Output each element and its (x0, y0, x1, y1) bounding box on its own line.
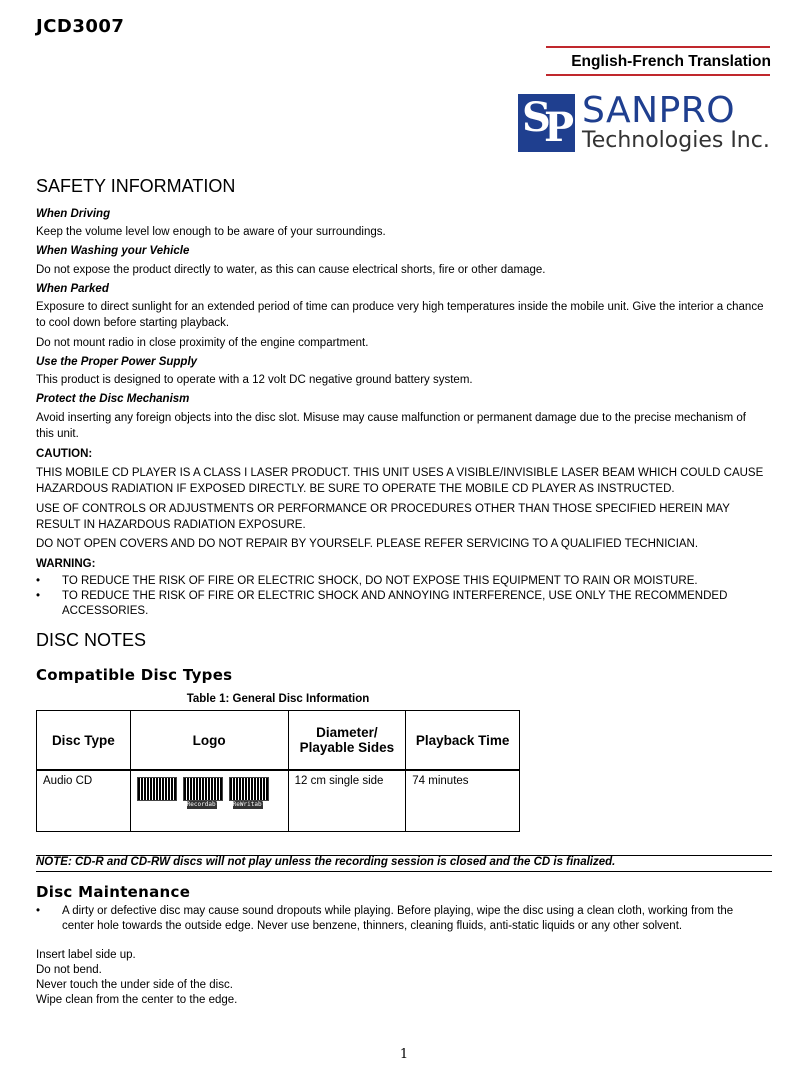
col-header-disc-type: Disc Type (37, 711, 131, 771)
power-text: This product is designed to operate with a 12 volt DC negative ground battery system. (36, 374, 473, 386)
safety-heading: SAFETY INFORMATION (36, 176, 236, 196)
sanpro-logo (518, 92, 772, 156)
cell-diameter: 12 cm single side (288, 770, 406, 832)
warning-item-2 (36, 589, 764, 619)
tip-line: Never touch the under side of the disc. (36, 979, 233, 991)
driving-heading: When Driving (36, 208, 111, 220)
caution-label: CAUTION: (36, 448, 93, 460)
disc-maintenance-heading: Disc Maintenance (36, 883, 191, 901)
table-row (37, 770, 520, 832)
warning-label: WARNING: (36, 558, 96, 570)
tip-line: Do not bend. (36, 964, 102, 976)
bullet-icon: • (36, 590, 41, 602)
tip-line: Wipe clean from the center to the edge. (36, 994, 238, 1006)
disc-mechanism-heading: Protect the Disc Mechanism (36, 393, 190, 405)
compact-disc-logo-icon (137, 777, 175, 811)
driving-text: Keep the volume level low enough to be aware of your surroundings. (36, 226, 386, 238)
logo-name: SANPRO (582, 90, 736, 131)
page-number: 1 (399, 1047, 409, 1062)
disc-notes-heading: DISC NOTES (36, 630, 147, 650)
cd-rewritable-logo-icon: ReWritable (229, 777, 267, 811)
washing-text: Do not expose the product directly to water, as this can cause electrical shorts, fire or other damage. (36, 264, 546, 276)
parked-text: Exposure to direct sunlight for an extended period of time can produce very high temperatures inside the mobile unit. Give the interior a chance to cool down before starting playback. (36, 301, 764, 329)
logo-mark (518, 94, 575, 152)
maintenance-text: A dirty or defective disc may cause sound dropouts while playing. Before playing, wipe the disc using a clean cloth, working from the center hole towards the outside edge. Never use benzene, thinners, cleaning fluids, anti-static liquids or any other solvent. (62, 905, 734, 932)
finalize-note: NOTE: CD-R and CD-RW discs will not play unless the recording session is closed and the CD is finalized. (36, 856, 616, 868)
col-header-logo: Logo (130, 711, 288, 771)
cell-playback: 74 minutes (406, 770, 520, 832)
note-rule-bottom (36, 871, 772, 872)
col-header-playback: Playback Time (406, 711, 520, 771)
tip-line: Insert label side up. (36, 949, 136, 961)
cell-logo (130, 770, 288, 832)
power-heading: Use the Proper Power Supply (36, 356, 198, 368)
caution-text-2: USE OF CONTROLS OR ADJUSTMENTS OR PERFORMANCE OR PROCEDURES OTHER THAN THOSE SPECIFIED HEREIN MAY RESULT IN HAZARDOUS RADIATION EXPOSURE. (36, 503, 730, 531)
table-header-row (37, 711, 520, 771)
col-header-diameter: Diameter/ Playable Sides (288, 711, 406, 771)
logo-mark-s: S (522, 94, 551, 141)
warning-item-1 (36, 574, 764, 589)
warning-text-2: TO REDUCE THE RISK OF FIRE OR ELECTRIC SHOCK AND ANNOYING INTERFERENCE, USE ONLY THE RECOMMENDED ACCESSORIES. (62, 590, 728, 617)
logo-subtitle: Technologies Inc. (582, 128, 770, 153)
header-rule-bottom (546, 74, 770, 76)
bullet-icon: • (36, 905, 41, 917)
warning-text-1: TO REDUCE THE RISK OF FIRE OR ELECTRIC SHOCK, DO NOT EXPOSE THIS EQUIPMENT TO RAIN OR MOISTURE. (62, 575, 698, 587)
translation-label: English-French Translation (571, 53, 771, 70)
logo-mark-p: P (544, 104, 575, 151)
header-rule-top (546, 46, 770, 48)
bullet-icon: • (36, 575, 41, 587)
maintenance-item (36, 904, 764, 934)
compatible-discs-heading: Compatible Disc Types (36, 666, 233, 684)
washing-heading: When Washing your Vehicle (36, 245, 190, 257)
disc-info-table (36, 710, 520, 832)
cd-recordable-logo-icon: Recordable (183, 777, 221, 811)
parked-text-2: Do not mount radio in close proximity of the engine compartment. (36, 337, 369, 349)
caution-text-3: DO NOT OPEN COVERS AND DO NOT REPAIR BY YOURSELF. PLEASE REFER SERVICING TO A QUALIFIED TECHNICIAN. (36, 538, 699, 550)
parked-heading: When Parked (36, 283, 109, 295)
table-caption: Table 1: General Disc Information (186, 693, 370, 705)
cell-disc-type: Audio CD (37, 770, 131, 832)
caution-text-1: THIS MOBILE CD PLAYER IS A CLASS I LASER PRODUCT. THIS UNIT USES A VISIBLE/INVISIBLE LASER BEAM WHICH COULD CAUSE HAZARDOUS RADIATION IF EXPOSED DIRECTLY. BE SURE TO OPERATE THE MOBILE CD PLAYER AS INSTRUCTED. (36, 467, 764, 495)
model-number: JCD3007 (36, 16, 125, 37)
disc-mechanism-text: Avoid inserting any foreign objects into the disc slot. Misuse may cause malfunction or permanent damage due to the precise mechanism of this unit. (36, 412, 746, 440)
